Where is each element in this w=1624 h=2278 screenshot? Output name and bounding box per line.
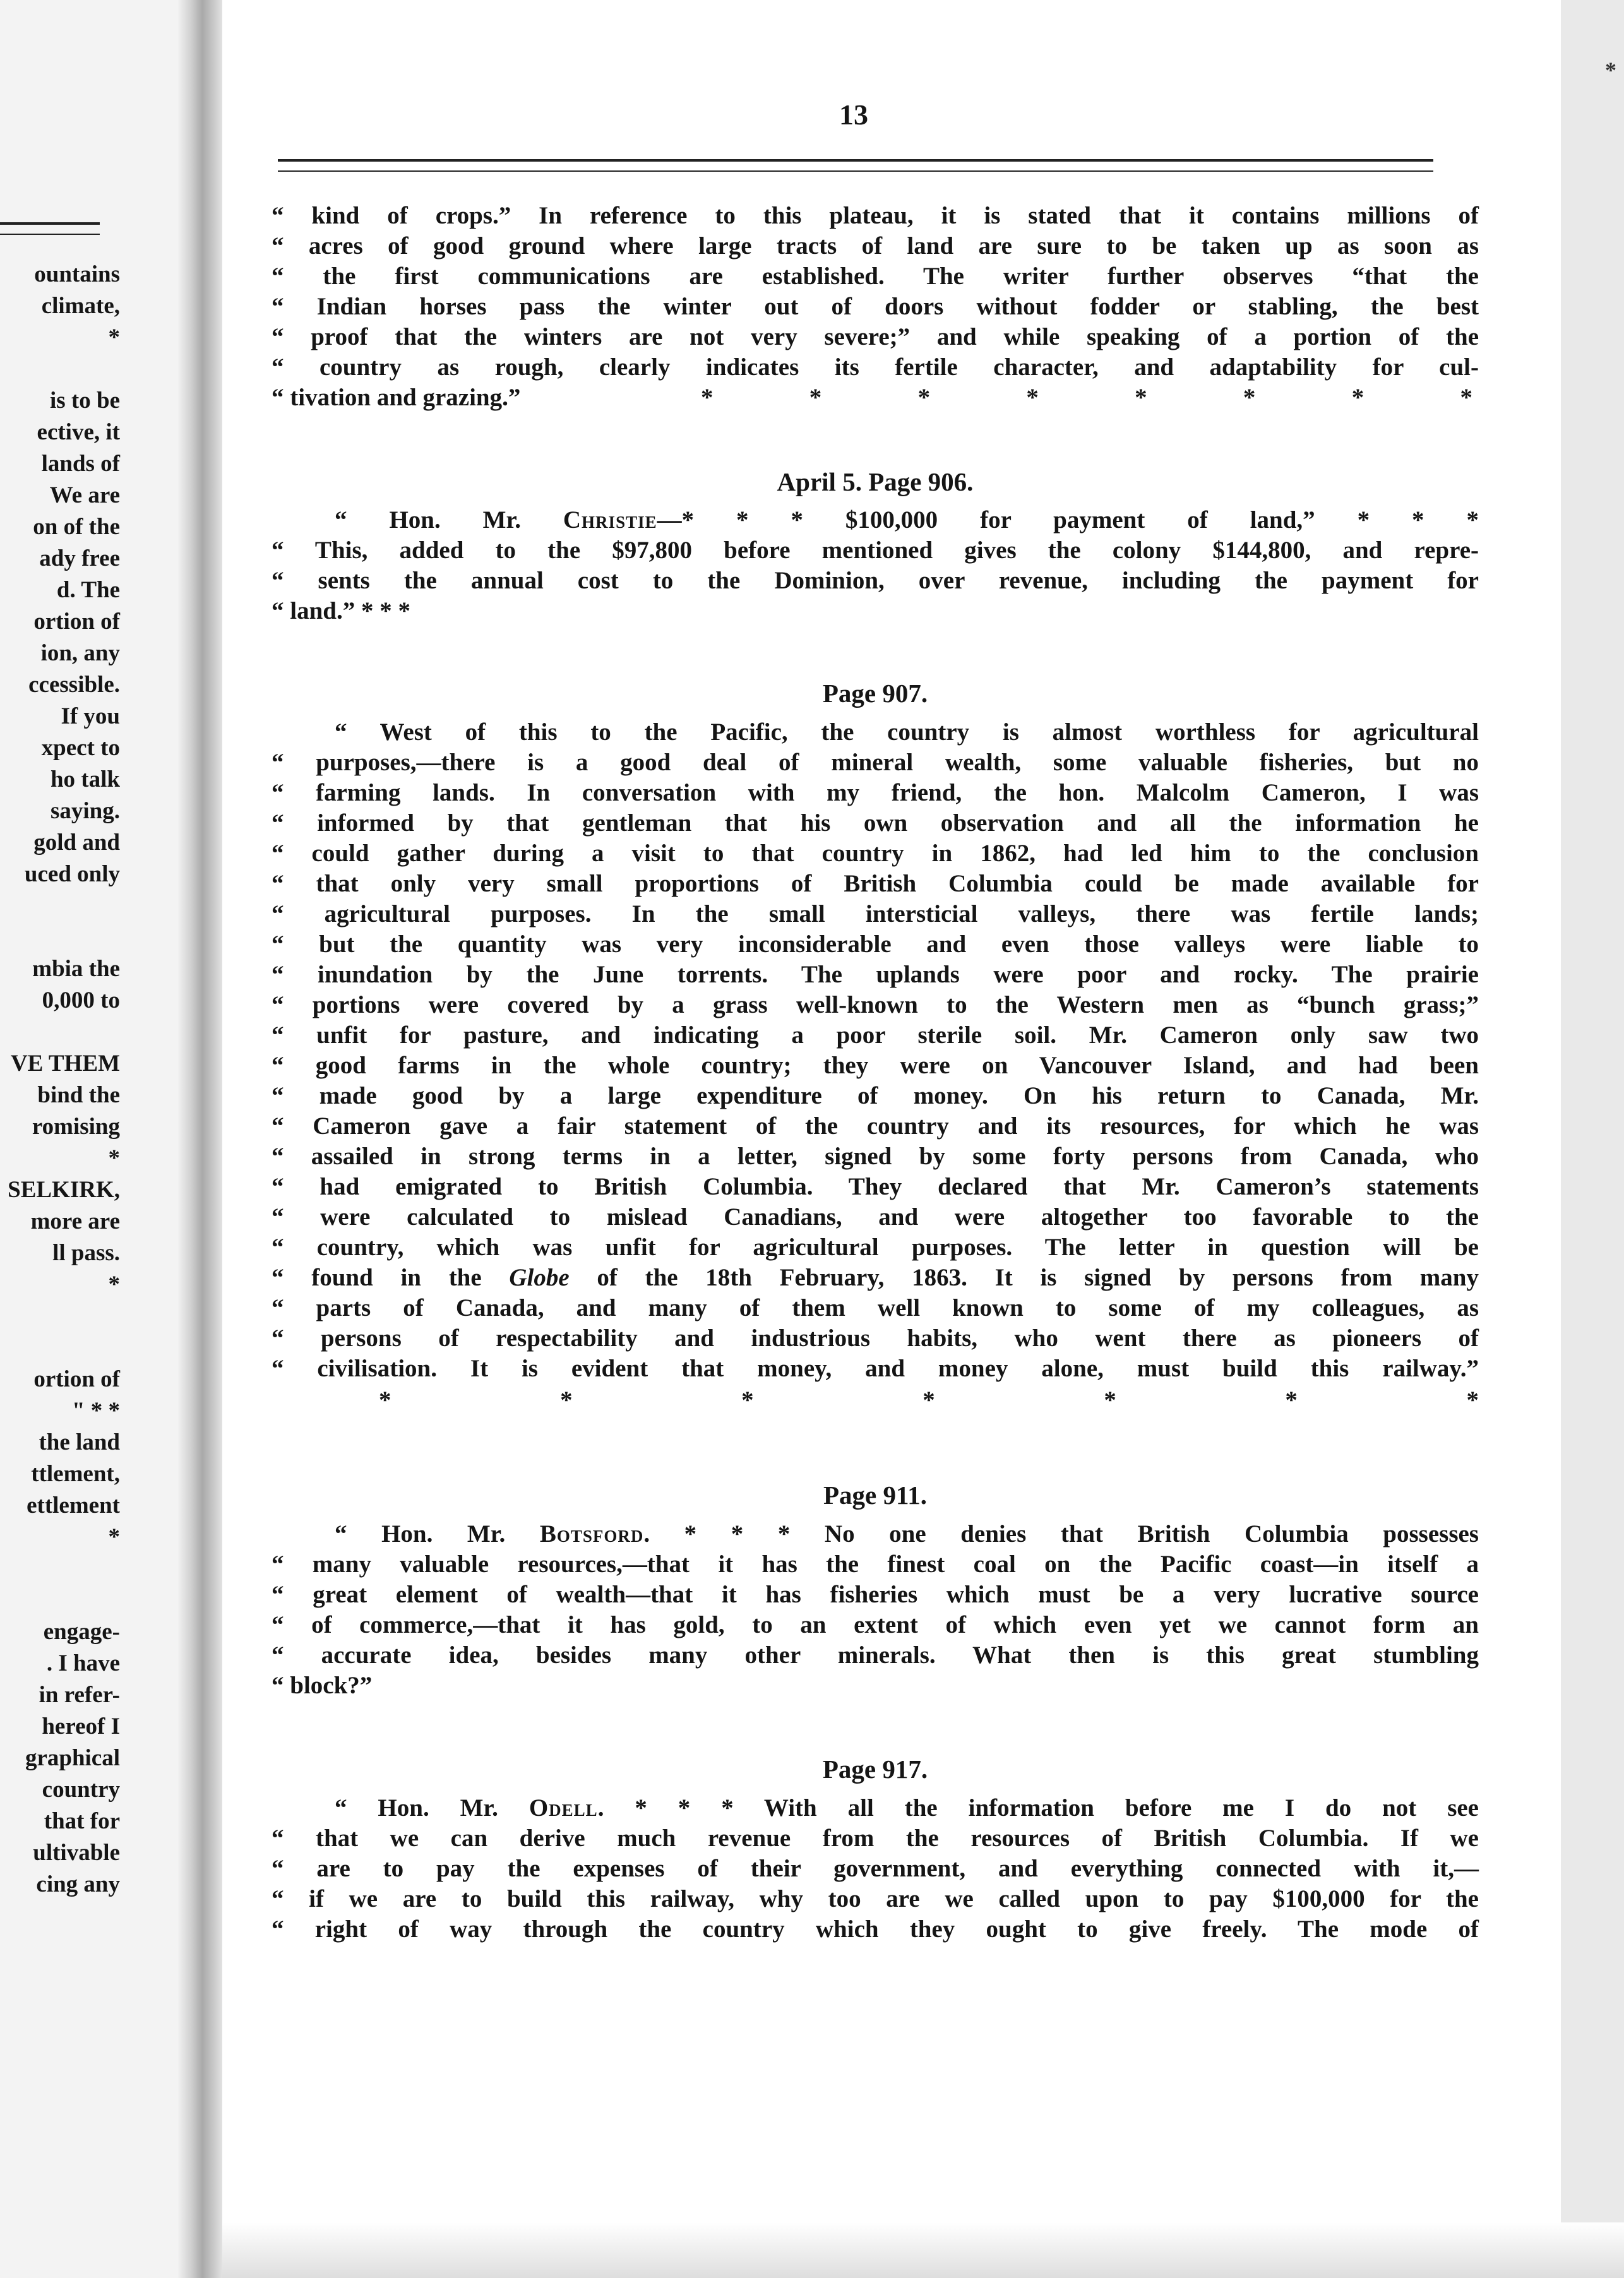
- page-number: 13: [839, 98, 868, 131]
- asterisk: *: [560, 1386, 573, 1414]
- left-page-fragment: ttlement,: [31, 1461, 120, 1487]
- left-page-fragment: gold and: [33, 830, 120, 856]
- speaker-name: Christie: [563, 506, 657, 534]
- speech-line: “ West of this to the Pacific, the country is almost worthless for agricultural: [335, 719, 1479, 746]
- speech-line: “ civilisation. It is evident that money, and money alone, must build this railway.”: [272, 1355, 1479, 1382]
- speech-line: “ but the quantity was very inconsiderable and even those valleys were liable to: [272, 931, 1479, 958]
- left-page-fragment: romising: [32, 1114, 120, 1140]
- left-page-fragment: . I have: [46, 1650, 120, 1676]
- speech-line: “ assailed in strong terms in a letter, signed by some forty persons from Canada, who: [272, 1143, 1479, 1170]
- speech-line: “ persons of respectability and industrious habits, who went there as pioneers of: [272, 1325, 1479, 1352]
- left-facing-page: [0, 0, 183, 2278]
- left-page-fragment: saying.: [50, 798, 120, 824]
- left-page-fragment: *: [108, 1272, 120, 1297]
- speech-line: “ were calculated to mislead Canadians, and were altogether too favorable to the: [272, 1203, 1479, 1231]
- left-page-fragment: ettlement: [27, 1493, 120, 1518]
- speech-line: “ block?”: [272, 1672, 373, 1699]
- book-gutter: [178, 0, 222, 2278]
- left-page-fragment: We are: [49, 482, 120, 508]
- asterisk: *: [922, 1386, 935, 1414]
- speech-line: “ purposes,—there is a good deal of mineral wealth, some valuable fisheries, but no: [272, 749, 1479, 776]
- asterisk: *: [1351, 384, 1364, 411]
- speech-line: “ if we are to build this railway, why too are we called upon to pay $100,000 for the: [272, 1885, 1479, 1912]
- block1-line: “ tivation and grazing.”: [272, 384, 521, 411]
- speech-line: “ that we can derive much revenue from the resources of British Columbia. If we: [272, 1825, 1479, 1852]
- left-page-fragment: 0,000 to: [42, 987, 120, 1013]
- left-page-fragment: SELKIRK,: [8, 1177, 120, 1203]
- left-page-fragment: cing any: [36, 1871, 120, 1897]
- left-page-fragment: If you: [61, 703, 120, 729]
- left-page-fragment: that for: [44, 1808, 120, 1834]
- left-page-fragment: hereof I: [42, 1714, 120, 1739]
- block1-line: “ the first communications are established. The writer further observes “that the: [272, 263, 1479, 290]
- left-page-fragment: xpect to: [41, 735, 120, 761]
- left-page-fragment: ion, any: [40, 640, 120, 666]
- left-page-fragment: *: [108, 1524, 120, 1550]
- left-page-fragment: ll pass.: [52, 1240, 120, 1266]
- speech-line: “ had emigrated to British Columbia. They declared that Mr. Cameron’s statements: [272, 1173, 1479, 1200]
- speech-line: “ good farms in the whole country; they were on Vancouver Island, and had been: [272, 1052, 1479, 1079]
- block1-line: “ acres of good ground where large tracts of land are sure to be taken up as soon as: [272, 232, 1479, 259]
- left-page-fragment: more are: [30, 1208, 120, 1234]
- block1-line: “ Indian horses pass the winter out of doors without fodder or stabling, the best: [272, 293, 1479, 320]
- left-page-fragment: VE THEM: [10, 1051, 120, 1076]
- speech-line: “ that only very small proportions of British Columbia could be made available for: [272, 870, 1479, 897]
- section-heading: Page 917.: [822, 1755, 928, 1784]
- header-rule: [278, 159, 1433, 172]
- edge-mark: *: [1605, 57, 1616, 83]
- speech-line: “ agricultural purposes. In the small intersticial valleys, there was fertile lands;: [272, 900, 1479, 927]
- speech-line: “ country, which was unfit for agricultural purposes. The letter in question will be: [272, 1234, 1479, 1261]
- left-page-fragment: ortion of: [33, 609, 120, 635]
- speech-line: “ made good by a large expenditure of money. On his return to Canada, Mr.: [272, 1082, 1479, 1109]
- left-page-fragment: ultivable: [33, 1840, 120, 1866]
- left-page-fragment: ho talk: [50, 766, 120, 792]
- left-page-fragment: uced only: [24, 861, 120, 887]
- section-heading: April 5. Page 906.: [777, 467, 974, 496]
- speech-line: “ of commerce,—that it has gold, to an extent of which even yet we cannot form an: [272, 1611, 1479, 1638]
- speech-line: “ Cameron gave a fair statement of the country and its resources, for which he was: [272, 1112, 1479, 1140]
- speech-line: “ sents the annual cost to the Dominion, over revenue, including the payment for: [272, 567, 1479, 594]
- speech-line: “ Hon. Mr. Christie—* * * $100,000 for payment of land,” * * *: [335, 506, 1479, 534]
- left-page-fragment: lands of: [41, 451, 120, 477]
- left-page-fragment: ortion of: [33, 1366, 120, 1392]
- speech-line: “ great element of wealth—that it has fisheries which must be a very lucrative source: [272, 1581, 1479, 1608]
- section-heading: Page 907.: [822, 679, 928, 708]
- asterisk: *: [741, 1386, 754, 1414]
- left-page-fragment: ective, it: [37, 419, 120, 445]
- speech-line: “ could gather during a visit to that country in 1862, had led him to the conclusion: [272, 840, 1479, 867]
- left-page-fragment: engage-: [43, 1619, 120, 1645]
- left-page-fragment: bind the: [37, 1082, 120, 1108]
- speech-line: “ Hon. Mr. Odell. * * * With all the information before me I do not see: [335, 1794, 1479, 1822]
- left-page-rule: [0, 222, 100, 235]
- page-bottom-shadow: [222, 2222, 1624, 2278]
- speech-line: “ parts of Canada, and many of them well known to some of my colleagues, as: [272, 1294, 1479, 1321]
- left-page-fragment: graphical: [25, 1745, 120, 1771]
- speech-line: “ farming lands. In conversation with my friend, the hon. Malcolm Cameron, I was: [272, 779, 1479, 806]
- speech-line: “ This, added to the $97,800 before mentioned gives the colony $144,800, and repre-: [272, 537, 1479, 564]
- asterisk: *: [1104, 1386, 1116, 1414]
- left-page-fragment: climate,: [41, 293, 120, 319]
- left-page-fragment: mbia the: [32, 956, 120, 982]
- speech-line: “ portions were covered by a grass well-known to the Western men as “bunch grass;”: [272, 991, 1479, 1018]
- asterisk: *: [379, 1386, 391, 1414]
- section-907-stars: [272, 1385, 1479, 1416]
- left-page-fragment: d. The: [56, 577, 120, 603]
- left-page-fragment: ady free: [39, 546, 120, 571]
- speech-line: “ unfit for pasture, and indicating a poor sterile soil. Mr. Cameron only saw two: [272, 1022, 1479, 1049]
- speech-line: “ many valuable resources,—that it has the finest coal on the Pacific coast—in itself a: [272, 1551, 1479, 1578]
- left-page-fragment: ountains: [34, 261, 120, 287]
- speech-line: “ Hon. Mr. Botsford. * * * No one denies that British Columbia possesses: [335, 1520, 1479, 1547]
- block1-stars: [272, 383, 1479, 413]
- left-page-fragment: in refer-: [39, 1682, 120, 1708]
- asterisk: *: [701, 384, 713, 411]
- left-page-fragment: country: [42, 1777, 120, 1803]
- left-page-fragment: *: [108, 325, 120, 350]
- block1-line: “ country as rough, clearly indicates its fertile character, and adaptability for cul-: [272, 354, 1479, 381]
- left-page-fragment: is to be: [50, 388, 120, 414]
- speaker-name: Odell: [528, 1794, 598, 1822]
- left-page-fragment: on of the: [33, 514, 120, 540]
- block1-line: “ kind of crops.” In reference to this plateau, it is stated that it contains millions of: [272, 202, 1479, 229]
- main-page: [222, 0, 1561, 2278]
- speech-line: “ land.” * * *: [272, 597, 410, 624]
- speech-line: “ inundation by the June torrents. The uplands were poor and rocky. The prairie: [272, 961, 1479, 988]
- speech-line: “ found in the Globe of the 18th February, 1863. It is signed by persons from many: [272, 1264, 1479, 1291]
- asterisk: *: [917, 384, 931, 411]
- speech-line: “ accurate idea, besides many other minerals. What then is this great stumbling: [272, 1642, 1479, 1669]
- block1-line: “ proof that the winters are not very severe;” and while speaking of a portion of the: [272, 323, 1479, 350]
- asterisk: *: [1026, 384, 1039, 411]
- speech-line: “ right of way through the country which they ought to give freely. The mode of: [272, 1916, 1479, 1943]
- asterisk: *: [1466, 1386, 1479, 1414]
- speaker-name: Botsford: [539, 1520, 644, 1547]
- speech-line: “ informed by that gentleman that his own observation and all the information he: [272, 809, 1479, 837]
- speech-line: “ are to pay the expenses of their government, and everything connected with it,—: [272, 1855, 1479, 1882]
- newspaper-title: Globe: [509, 1264, 570, 1291]
- asterisk: *: [1135, 384, 1147, 411]
- section-heading: Page 911.: [823, 1481, 927, 1510]
- asterisk: *: [1285, 1386, 1298, 1414]
- left-page-fragment: the land: [39, 1429, 120, 1455]
- left-page-fragment: *: [108, 1145, 120, 1171]
- asterisk: *: [1460, 384, 1472, 411]
- asterisk: *: [1243, 384, 1256, 411]
- asterisk: *: [809, 384, 822, 411]
- left-page-fragment: ccessible.: [28, 672, 120, 698]
- left-page-fragment: " * *: [71, 1398, 120, 1424]
